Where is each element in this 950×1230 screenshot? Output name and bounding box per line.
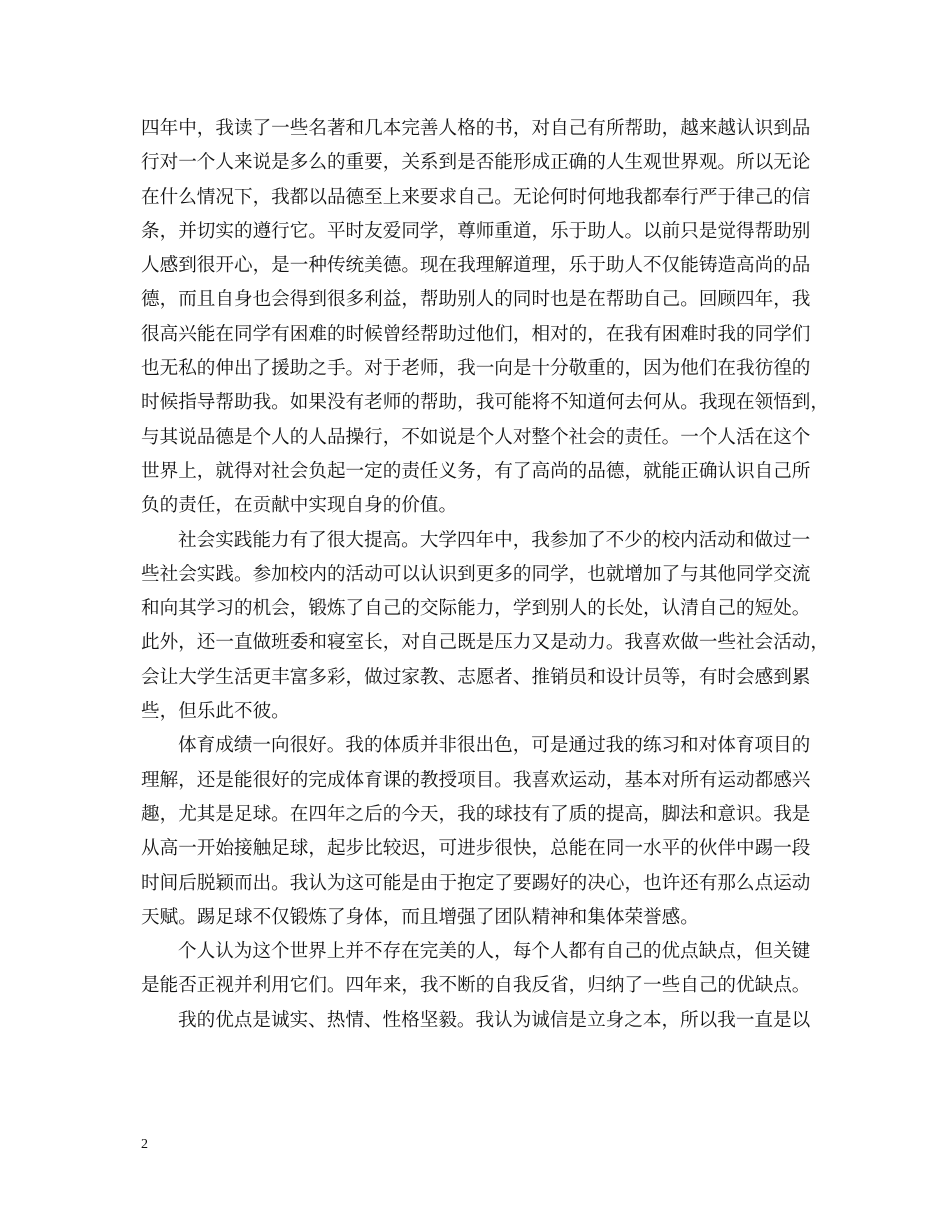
text-line: 人感到很开心，是一种传统美德。现在我理解道理，乐于助人不仅能铸造高尚的品 <box>141 255 811 277</box>
paragraph-start-line: 个人认为这个世界上并不存在完美的人，每个人都有自己的优点缺点，但关键 <box>178 941 811 963</box>
paragraph-start-line: 社会实践能力有了很大提高。大学四年中，我参加了不少的校内活动和做过一 <box>178 529 811 551</box>
text-line: 些，但乐此不彼。 <box>141 701 290 723</box>
text-line: 理解，还是能很好的完成体育课的教授项目。我喜欢运动，基本对所有运动都感兴 <box>141 769 811 791</box>
text-line: 德，而且自身也会得到很多利益，帮助别人的同时也是在帮助自己。回顾四年，我 <box>141 289 811 311</box>
text-line: 与其说品德是个人的人品操行，不如说是个人对整个社会的责任。一个人活在这个 <box>141 426 811 448</box>
page-number: 2 <box>141 1137 148 1152</box>
text-line: 很高兴能在同学有困难的时候曾经帮助过他们，相对的，在我有困难时我的同学们 <box>141 323 811 345</box>
text-line: 条，并切实的遵行它。平时友爱同学，尊师重道，乐于助人。以前只是觉得帮助别 <box>141 220 811 242</box>
body-text <box>141 112 829 1038</box>
text-line: 此外，还一直做班委和寝室长，对自己既是压力又是动力。我喜欢做一些社会活动， <box>141 632 829 654</box>
text-line: 趣，尤其是足球。在四年之后的今天，我的球技有了质的提高，脚法和意识。我是 <box>141 803 811 825</box>
text-line: 世界上，就得对社会负起一定的责任义务，有了高尚的品德，就能正确认识自己所 <box>141 460 811 482</box>
paragraph-start-line: 我的优点是诚实、热情、性格坚毅。我认为诚信是立身之本，所以我一直是以 <box>178 1009 811 1031</box>
text-line: 是能否正视并利用它们。四年来，我不断的自我反省，归纳了一些自己的优缺点。 <box>141 975 811 997</box>
text-line: 四年中，我读了一些名著和几本完善人格的书，对自己有所帮助，越来越认识到品 <box>141 118 811 139</box>
text-line: 从高一开始接触足球，起步比较迟，可进步很快，总能在同一水平的伙伴中踢一段 <box>141 838 811 860</box>
text-line: 行对一个人来说是多么的重要，关系到是否能形成正确的人生观世界观。所以无论 <box>141 152 811 174</box>
text-line: 和向其学习的机会，锻炼了自己的交际能力，学到别人的长处，认清自己的短处。 <box>141 598 811 620</box>
text-line: 天赋。踢足球不仅锻炼了身体，而且增强了团队精神和集体荣誉感。 <box>141 906 699 928</box>
text-line: 时间后脱颖而出。我认为这可能是由于抱定了要踢好的决心，也许还有那么点运动 <box>141 872 811 894</box>
text-line: 负的责任，在贡献中实现自身的价值。 <box>141 495 458 517</box>
text-line: 会让大学生活更丰富多彩，做过家教、志愿者、推销员和设计员等，有时会感到累 <box>141 666 811 688</box>
text-line: 时候指导帮助我。如果没有老师的帮助，我可能将不知道何去何从。我现在领悟到， <box>141 392 829 414</box>
text-line: 在什么情况下，我都以品德至上来要求自己。无论何时何地我都奉行严于律己的信 <box>141 186 811 208</box>
text-line: 也无私的伸出了援助之手。对于老师，我一向是十分敬重的，因为他们在我彷徨的 <box>141 358 811 380</box>
paragraph-start-line: 体育成绩一向很好。我的体质并非很出色，可是通过我的练习和对体育项目的 <box>178 735 811 757</box>
text-line: 些社会实践。参加校内的活动可以认识到更多的同学，也就增加了与其他同学交流 <box>141 563 811 585</box>
